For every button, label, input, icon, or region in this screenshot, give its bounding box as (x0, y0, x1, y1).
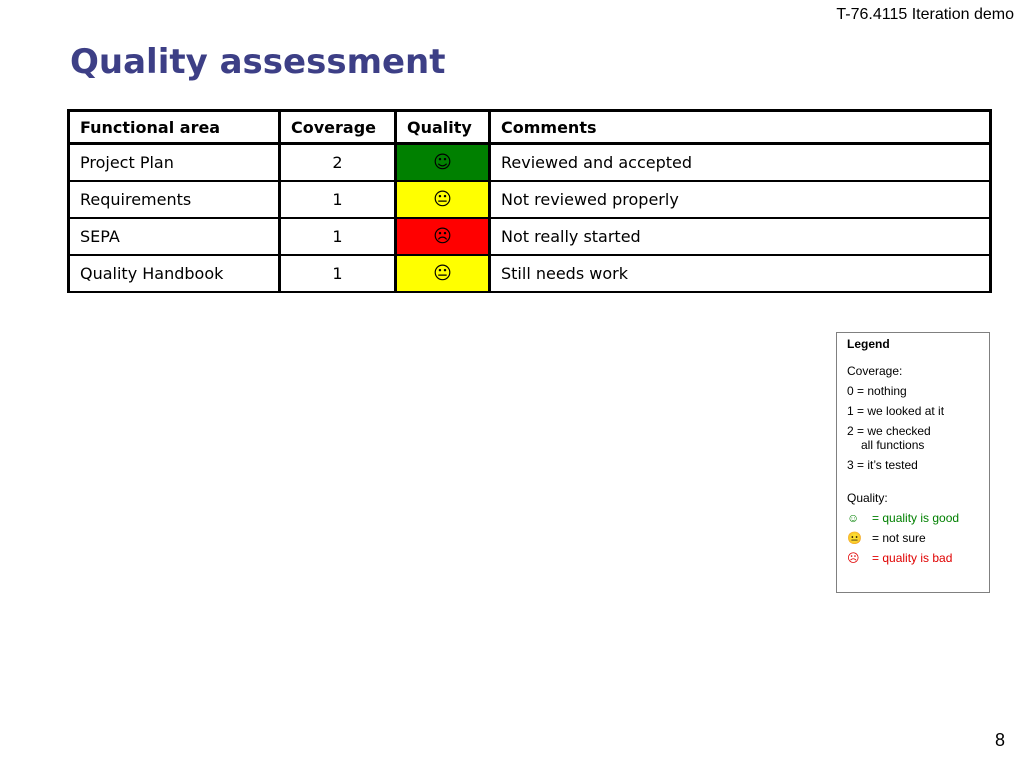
header-course-title: T-76.4115 Iteration demo (836, 6, 1014, 23)
page-number: 8 (994, 730, 1005, 750)
table-row (69, 181, 991, 218)
cell-comment: Reviewed and accepted (490, 144, 991, 181)
cell-coverage: 1 (280, 255, 396, 292)
legend-coverage-item-continuation: all functions (861, 438, 925, 452)
quality-table (67, 109, 992, 293)
cell-functional-area: Requirements (69, 181, 280, 218)
column-header-functional-area: Functional area (69, 111, 280, 144)
smiley-neutral-icon: 😐 (396, 255, 490, 292)
legend-quality-text: = quality is good (872, 511, 960, 525)
legend-quality-text: = not sure (872, 531, 926, 545)
legend-coverage-item: 0 = nothing (847, 384, 907, 398)
smiley-neutral-icon: 😐 (396, 181, 490, 218)
cell-coverage: 2 (280, 144, 396, 181)
smiley-sad-icon: ☹ (396, 218, 490, 255)
legend-coverage-item: 3 = it’s tested (847, 458, 918, 472)
legend-title: Legend (847, 337, 890, 351)
smiley-happy-icon: ☺ (847, 511, 860, 525)
legend-quality-text: = quality is bad (872, 551, 953, 565)
legend-coverage-item-multiline (847, 424, 979, 452)
legend-coverage-item: 2 = we checked (847, 424, 931, 438)
table-row (69, 255, 991, 292)
legend-box (836, 332, 990, 593)
slide-title: Quality assessment (70, 42, 446, 82)
legend-coverage-heading: Coverage: (847, 364, 903, 378)
smiley-neutral-icon: 😐 (847, 531, 862, 545)
table-header-row (69, 111, 991, 144)
cell-comment: Not really started (490, 218, 991, 255)
cell-functional-area: SEPA (69, 218, 280, 255)
column-header-coverage: Coverage (280, 111, 396, 144)
column-header-comments: Comments (490, 111, 991, 144)
smiley-sad-icon: ☹ (847, 551, 860, 565)
table-row (69, 218, 991, 255)
legend-quality-unsure (847, 531, 979, 545)
legend-quality-bad (847, 551, 979, 565)
table-row (69, 144, 991, 181)
legend-quality-good (847, 511, 979, 525)
legend-quality-heading: Quality: (847, 491, 888, 505)
legend-coverage-item: 1 = we looked at it (847, 404, 945, 418)
cell-comment: Still needs work (490, 255, 991, 292)
column-header-quality: Quality (396, 111, 490, 144)
cell-functional-area: Project Plan (69, 144, 280, 181)
cell-coverage: 1 (280, 181, 396, 218)
cell-coverage: 1 (280, 218, 396, 255)
smiley-happy-icon: ☺ (396, 144, 490, 181)
cell-functional-area: Quality Handbook (69, 255, 280, 292)
cell-comment: Not reviewed properly (490, 181, 991, 218)
